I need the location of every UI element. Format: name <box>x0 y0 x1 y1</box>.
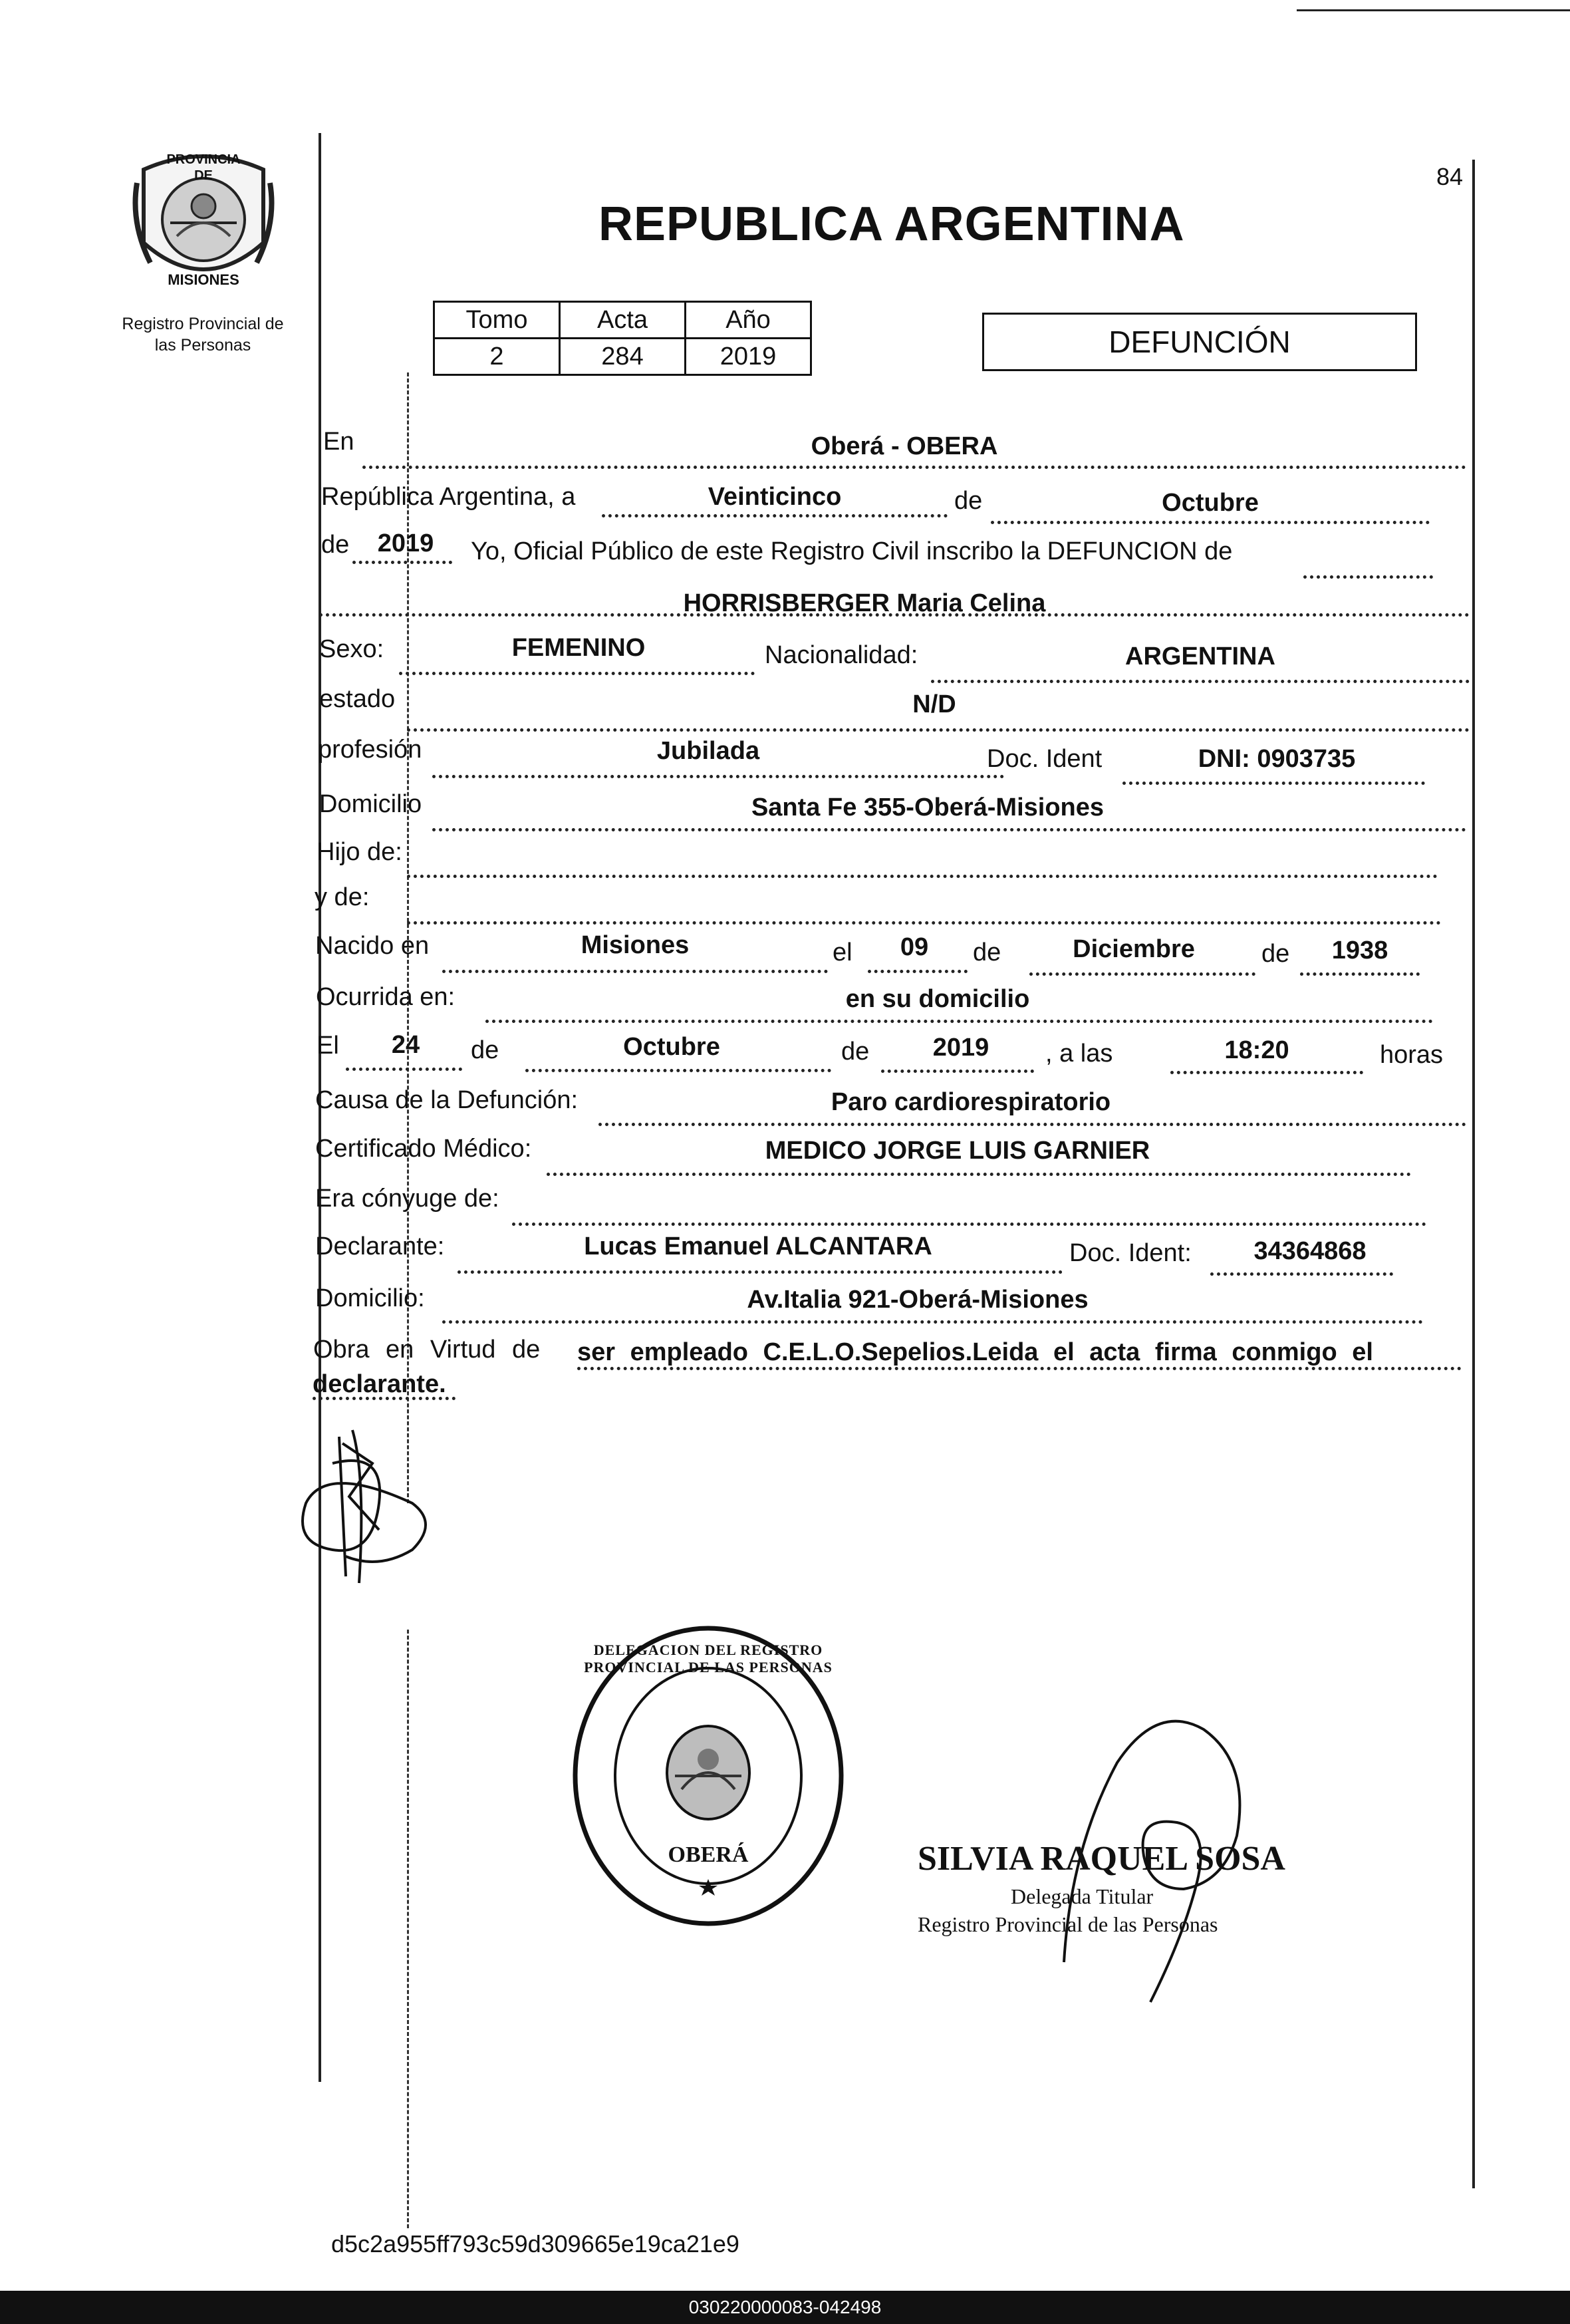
registry-value-acta: 284 <box>560 339 686 375</box>
label-declarante: Declarante: <box>315 1233 445 1260</box>
value-def-anio: 2019 <box>932 1034 989 1062</box>
line-dni <box>1122 782 1425 785</box>
value-certificado: MEDICO JORGE LUIS GARNIER <box>765 1137 1150 1165</box>
label-declarante-domicilio: Domicilio: <box>315 1284 425 1312</box>
label-horas: horas <box>1380 1041 1444 1069</box>
label-y-de: y de: <box>315 883 370 911</box>
label-causa: Causa de la Defunción: <box>315 1086 579 1114</box>
label-de-anio: de <box>321 531 350 559</box>
act-type-box: DEFUNCIÓN <box>982 313 1417 371</box>
officer-role: Delegada Titular <box>1011 1884 1154 1908</box>
value-declarante-doc: 34364868 <box>1253 1237 1367 1265</box>
label-de-mes: de <box>954 487 983 515</box>
line-def-mes <box>525 1069 831 1072</box>
value-lugar: Oberá - OBERA <box>811 432 998 460</box>
line-anio <box>352 561 452 564</box>
line-def-hora <box>1170 1071 1363 1074</box>
label-domicilio: Domicilio <box>319 790 422 818</box>
line-yo-end <box>1303 575 1433 579</box>
label-sexo: Sexo: <box>319 635 384 663</box>
logo-text-top: PROVINCIA DE <box>166 152 241 183</box>
value-sexo: FEMENINO <box>511 634 646 662</box>
label-declarante-doc: Doc. Ident: <box>1069 1239 1192 1267</box>
org-name-line2: las Personas <box>154 336 251 355</box>
value-dia-letras: Veinticinco <box>708 483 842 511</box>
value-nacido-dia: 09 <box>900 933 929 961</box>
value-domicilio: Santa Fe 355-Oberá-Misiones <box>751 794 1105 821</box>
footer-code: 030220000083-042498 <box>688 2297 882 2317</box>
value-obra-texto-2: declarante. <box>313 1370 446 1398</box>
label-en: En <box>323 428 354 456</box>
line-conyuge <box>512 1223 1426 1226</box>
stamp-center-text: OBERÁ <box>668 1842 749 1867</box>
registry-header-anio: Año <box>686 302 811 339</box>
document-hash: d5c2a955ff793c59d309665e19ca21e9 <box>331 2230 739 2257</box>
org-name-line1: Registro Provincial de <box>122 315 284 333</box>
officer-name: SILVIA RAQUEL SOSA <box>918 1840 1285 1878</box>
label-nacionalidad: Nacionalidad: <box>765 641 918 669</box>
line-mes <box>991 521 1430 524</box>
value-nacido-mes: Diciembre <box>1073 935 1195 963</box>
line-declarante-domicilio <box>442 1320 1423 1324</box>
value-nacido-en: Misiones <box>581 931 690 959</box>
value-profesion: Jubilada <box>656 737 760 765</box>
label-a-las: , a las <box>1045 1040 1113 1068</box>
line-nacido-mes <box>1029 972 1255 976</box>
label-el-cap: El <box>317 1032 339 1060</box>
line-def-dia <box>346 1068 462 1071</box>
value-nacido-anio: 1938 <box>1331 937 1388 964</box>
value-declarante-domicilio: Av.Italia 921-Oberá-Misiones <box>747 1286 1089 1314</box>
right-margin-line <box>1472 160 1475 2188</box>
line-certificado <box>547 1173 1411 1176</box>
registry-value-anio: 2019 <box>686 339 811 375</box>
line-estado <box>407 728 1470 732</box>
label-de-nacido-anio: de <box>1261 940 1290 968</box>
label-doc-ident: Doc. Ident <box>987 745 1103 773</box>
label-nacido-en: Nacido en <box>315 932 430 960</box>
registry-table <box>433 301 812 376</box>
line-y-de <box>407 921 1441 925</box>
line-profesion <box>432 775 1004 778</box>
line-lugar <box>362 466 1466 469</box>
top-edge-line <box>1297 9 1570 11</box>
label-de-def-anio: de <box>841 1038 870 1066</box>
label-de-def-mes: de <box>471 1036 499 1064</box>
value-def-dia: 24 <box>391 1031 420 1059</box>
fold-line-lower <box>407 1630 409 2228</box>
footer-bar <box>0 2291 1570 2324</box>
line-ocurrida-en <box>485 1020 1433 1023</box>
value-fallecido: HORRISBERGER Maria Celina <box>683 589 1046 617</box>
page-title: REPUBLICA ARGENTINA <box>598 198 1185 251</box>
label-conyuge: Era cónyuge de: <box>315 1185 499 1213</box>
line-declarante-doc <box>1210 1272 1393 1276</box>
label-hijo-de: Hijo de: <box>317 838 402 866</box>
line-nacionalidad <box>931 680 1470 683</box>
value-nacionalidad: ARGENTINA <box>1125 643 1275 670</box>
label-profesion: profesión <box>318 736 422 764</box>
label-ocurrida-en: Ocurrida en: <box>316 983 456 1011</box>
logo-text-bottom: MISIONES <box>168 271 239 288</box>
stamp-ring-text: DELEGACION DEL REGISTRO PROVINCIAL DE LAS PERSONAS <box>584 1642 833 1675</box>
registry-value-row <box>434 339 811 375</box>
line-obra-2 <box>313 1397 456 1400</box>
value-mes: Octubre <box>1162 489 1259 517</box>
value-ocurrida-en: en su domicilio <box>845 985 1030 1013</box>
label-obra-en-virtud: Obra en Virtud de <box>313 1336 541 1364</box>
line-nacido-anio <box>1300 972 1420 976</box>
value-causa: Paro cardiorespiratorio <box>831 1088 1111 1116</box>
registry-header-acta: Acta <box>560 302 686 339</box>
line-def-anio <box>881 1070 1034 1073</box>
label-republica: República Argentina, a <box>321 483 576 511</box>
value-obra-texto-1: ser empleado C.E.L.O.Sepelios.Leida el acta firma conmigo el <box>577 1338 1373 1366</box>
registry-value-tomo: 2 <box>434 339 560 375</box>
line-domicilio <box>432 828 1466 831</box>
label-certificado: Certificado Médico: <box>315 1135 532 1163</box>
line-declarante <box>458 1270 1063 1274</box>
value-dni: DNI: 0903735 <box>1198 745 1356 773</box>
registry-header-tomo: Tomo <box>434 302 560 339</box>
official-stamp <box>569 1623 848 1929</box>
value-anio: 2019 <box>377 529 434 557</box>
value-estado: N/D <box>912 690 956 718</box>
line-dia <box>602 514 948 517</box>
registry-header-row <box>434 302 811 339</box>
line-causa <box>598 1123 1466 1126</box>
line-nacido-dia <box>868 970 968 973</box>
line-nacido-en <box>442 970 828 973</box>
value-def-mes: Octubre <box>623 1033 720 1061</box>
declarant-signature <box>279 1423 452 1596</box>
officer-org: Registro Provincial de las Personas <box>918 1912 1218 1936</box>
line-sexo <box>399 672 755 675</box>
line-hijo-de <box>407 875 1438 878</box>
label-yo-oficial: Yo, Oficial Público de este Registro Civil inscribo la DEFUNCION de <box>471 537 1233 565</box>
label-de-nacido-mes: de <box>973 939 1001 966</box>
value-def-hora: 18:20 <box>1224 1036 1289 1064</box>
label-el: el <box>833 939 852 966</box>
label-estado: estado <box>319 685 396 713</box>
value-declarante: Lucas Emanuel ALCANTARA <box>584 1233 932 1260</box>
line-obra-1 <box>577 1367 1462 1370</box>
page-number: 84 <box>1436 163 1464 190</box>
